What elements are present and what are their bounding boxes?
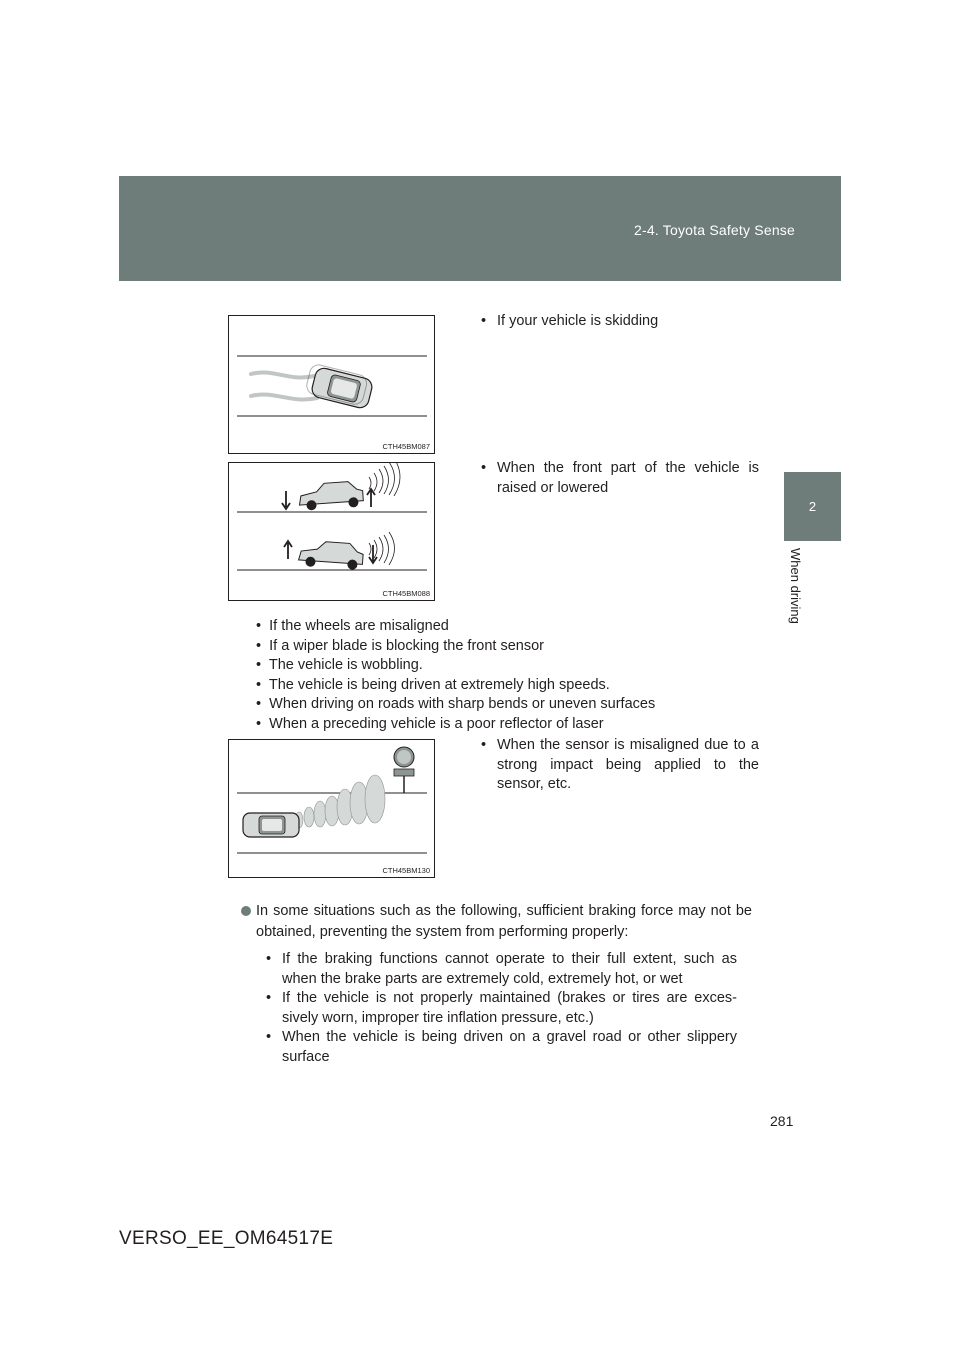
laser-beam-icon	[295, 775, 385, 828]
sensor-misaligned-illustration	[229, 740, 434, 877]
braking-list	[256, 950, 737, 1067]
car-skidding-illustration	[229, 316, 434, 453]
figure-caption: • When the front part of the vehicle is raised or lowered	[481, 460, 759, 496]
header-band	[119, 176, 841, 281]
figure-pitch	[228, 462, 435, 601]
figure-code: CTH45BM130	[382, 866, 430, 875]
figure-code: CTH45BM088	[382, 589, 430, 598]
list-item: • When the vehicle is being driven on a gravel road or other slippery surface	[266, 1029, 737, 1065]
car-pitch-illustration	[229, 463, 434, 600]
figure-caption: • If your vehicle is skidding	[481, 313, 659, 329]
chapter-tab: 2	[784, 472, 841, 541]
chapter-label: When driving	[788, 548, 803, 624]
list-item: • When driving on roads with sharp bends or uneven surfaces	[256, 696, 656, 712]
page-number: 281	[770, 1113, 794, 1129]
figure-sensor-misaligned	[228, 739, 435, 878]
list-item: • The vehicle is wobbling.	[256, 657, 423, 673]
list-item: • If a wiper blade is blocking the front sensor	[256, 637, 544, 654]
braking-intro: In some situations such as the following, sufficient braking force may not be obtained, preventing the system from performing properly:	[241, 901, 752, 943]
section-title: 2-4. Toyota Safety Sense	[634, 222, 795, 238]
list-item: • If the braking functions cannot operate to their full extent, such as when the brake parts are extremely cold, extremely hot, or wet	[266, 951, 737, 987]
list-item: • If the wheels are misaligned	[256, 618, 449, 634]
circle-bullet-icon	[241, 906, 251, 916]
car-icon	[243, 813, 299, 837]
figure-skidding	[228, 315, 435, 454]
condition-list	[256, 617, 655, 734]
figure-code: CTH45BM087	[382, 442, 430, 451]
list-item: • When a preceding vehicle is a poor reflector of laser	[256, 715, 604, 732]
list-item: • If the vehicle is not properly maintained (brakes or tires are exces-sively worn, improper tire inflation pressure, etc.)	[266, 990, 737, 1026]
figure-caption: • When the sensor is misaligned due to a strong impact being applied to the sensor, etc.	[481, 737, 759, 792]
document-code: VERSO_EE_OM64517E	[119, 1228, 334, 1249]
traffic-sign-icon	[394, 747, 414, 793]
list-item: • The vehicle is being driven at extremely high speeds.	[256, 676, 610, 693]
